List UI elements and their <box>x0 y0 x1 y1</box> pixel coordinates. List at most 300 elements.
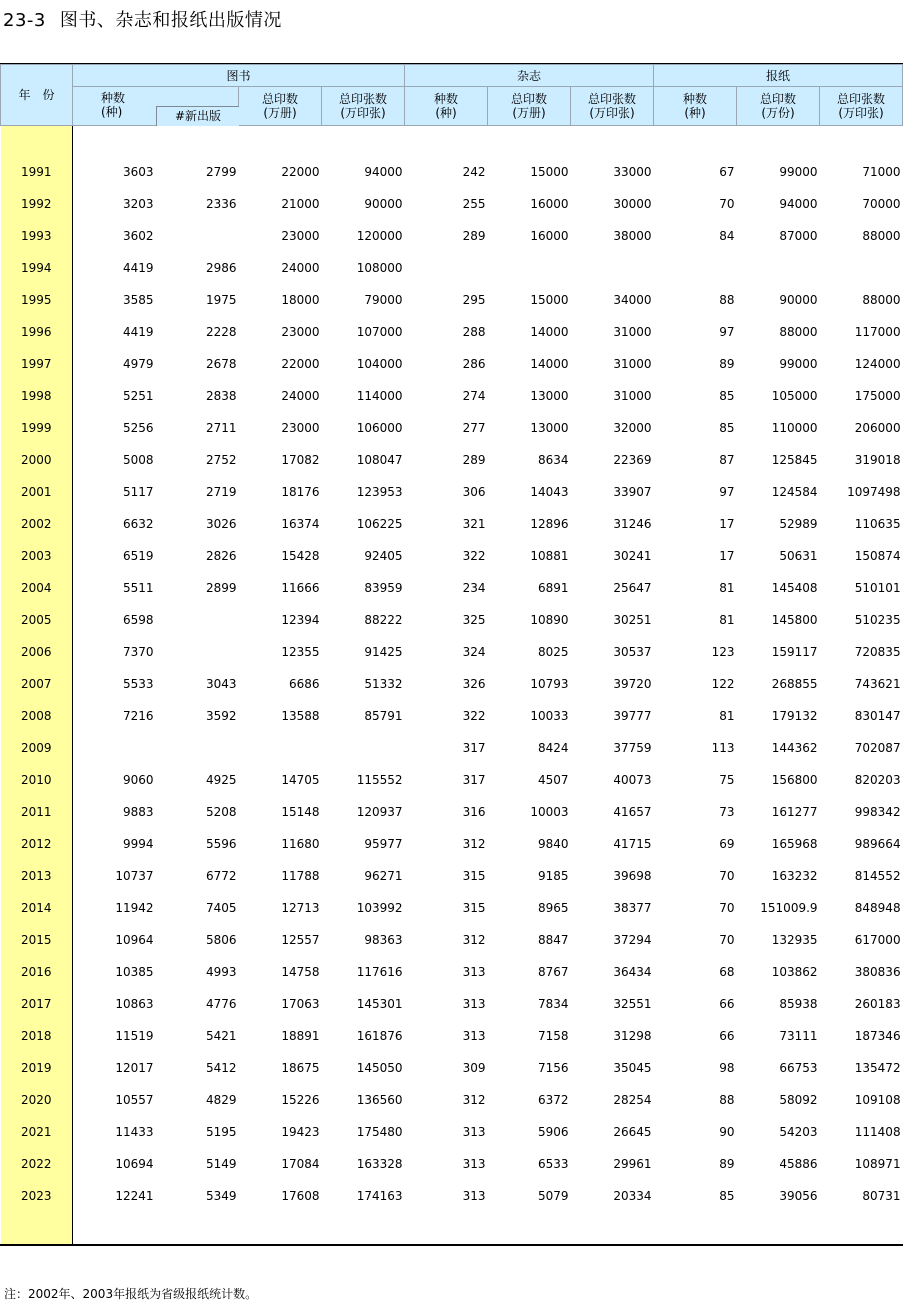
book-sheets-cell: 123953 <box>356 485 403 499</box>
newspaper-copies-cell: 52989 <box>779 517 818 531</box>
year-cell: 1998 <box>1 380 73 412</box>
book-new-cell: 4829 <box>205 1093 237 1107</box>
magazine-sheets-cell: 28254 <box>613 1093 652 1107</box>
book-kinds-cell: 9883 <box>122 805 154 819</box>
magazine-kinds-cell: 325 <box>462 613 486 627</box>
table-header <box>1 65 903 126</box>
table-row <box>1 1084 903 1116</box>
table-row <box>1 476 903 508</box>
book-new-cell: 5195 <box>205 1125 237 1139</box>
magazine-copies-cell: 10003 <box>530 805 569 819</box>
book-sheets-cell: 114000 <box>356 389 403 403</box>
newspaper-kinds-cell: 75 <box>719 773 735 787</box>
year-cell: 2006 <box>1 636 73 668</box>
year-cell: 2010 <box>1 764 73 796</box>
year-cell: 2000 <box>1 444 73 476</box>
magazine-copies-cell: 8634 <box>537 453 569 467</box>
book-kinds-cell: 5256 <box>122 421 154 435</box>
newspaper-sheets-cell: 1097498 <box>847 485 901 499</box>
magazine-kinds-cell: 312 <box>462 1093 486 1107</box>
year-cell: 2008 <box>1 700 73 732</box>
magazine-copies-cell: 14000 <box>530 357 569 371</box>
newspaper-copies-cell: 90000 <box>779 293 818 307</box>
book-copies-cell: 18176 <box>281 485 320 499</box>
newspaper-kinds-cell: 73 <box>719 805 735 819</box>
magazine-copies-cell: 8767 <box>537 965 569 979</box>
newspaper-sheets-cell: 71000 <box>862 165 901 179</box>
book-sheets-cell: 115552 <box>356 773 403 787</box>
book-kinds-cell: 5511 <box>122 581 154 595</box>
newspaper-copies-cell: 94000 <box>779 197 818 211</box>
book-new-cell: 2752 <box>205 453 237 467</box>
magazine-sheets-cell: 32000 <box>613 421 652 435</box>
book-sheets-cell: 88222 <box>364 613 403 627</box>
book-new-cell: 6772 <box>205 869 237 883</box>
newspaper-kinds-cell: 17 <box>719 549 735 563</box>
newspaper-kinds-cell: 66 <box>719 997 735 1011</box>
magazine-copies-cell: 10033 <box>530 709 569 723</box>
book-sheets-header: 总印张数 (万印张) <box>322 87 405 126</box>
book-copies-cell: 16374 <box>281 517 320 531</box>
magazine-kinds-cell: 313 <box>462 1125 486 1139</box>
book-new-cell: 5806 <box>205 933 237 947</box>
book-new-cell: 2336 <box>205 197 237 211</box>
newspaper-copies-cell: 151009.9 <box>760 901 818 915</box>
newspaper-copies-cell: 163232 <box>771 869 818 883</box>
year-cell: 1991 <box>1 156 73 188</box>
newspaper-kinds-cell: 90 <box>719 1125 735 1139</box>
magazine-copies-cell: 15000 <box>530 293 569 307</box>
magazine-kinds-cell: 255 <box>462 197 486 211</box>
newspaper-copies-cell: 105000 <box>771 389 818 403</box>
book-kinds-cell: 3585 <box>122 293 154 307</box>
newspaper-sheets-header: 总印张数 (万印张) <box>820 87 903 126</box>
magazine-copies-cell: 5079 <box>537 1189 569 1203</box>
magazine-copies-cell: 16000 <box>530 229 569 243</box>
newspaper-copies-cell: 124584 <box>771 485 818 499</box>
book-copies-cell: 12394 <box>281 613 320 627</box>
magazine-sheets-cell: 38377 <box>613 901 652 915</box>
magazine-sheets-cell: 39698 <box>613 869 652 883</box>
table-row <box>1 380 903 412</box>
newspaper-sheets-cell: 110635 <box>854 517 901 531</box>
table-row <box>1 668 903 700</box>
newspaper-copies-cell: 161277 <box>771 805 818 819</box>
book-sheets-cell: 85791 <box>364 709 403 723</box>
book-kinds-cell: 4419 <box>122 325 154 339</box>
table-title-text: 图书、杂志和报纸出版情况 <box>59 10 282 31</box>
spacer-row <box>1 1212 903 1246</box>
year-cell: 2003 <box>1 540 73 572</box>
book-kinds-cell: 3603 <box>122 165 154 179</box>
year-cell: 2012 <box>1 828 73 860</box>
year-cell: 1993 <box>1 220 73 252</box>
newspaper-copies-cell: 145800 <box>771 613 818 627</box>
magazine-copies-cell: 14000 <box>530 325 569 339</box>
newspaper-kinds-cell: 89 <box>719 357 735 371</box>
magazine-sheets-cell: 41657 <box>613 805 652 819</box>
book-sheets-cell: 145301 <box>356 997 403 1011</box>
book-copies-cell: 11666 <box>281 581 320 595</box>
data-table-wrapper <box>0 64 903 1246</box>
magazine-copies-cell: 9185 <box>537 869 569 883</box>
magazine-copies-header: 总印数 (万册) <box>488 87 571 126</box>
book-copies-cell: 24000 <box>281 389 320 403</box>
table-row <box>1 284 903 316</box>
book-new-cell: 3043 <box>205 677 237 691</box>
magazine-kinds-cell: 317 <box>462 741 486 755</box>
newspaper-sheets-cell: 88000 <box>862 293 901 307</box>
year-cell: 2001 <box>1 476 73 508</box>
newspaper-copies-cell: 159117 <box>771 645 818 659</box>
newspaper-kinds-cell: 81 <box>719 613 735 627</box>
newspaper-kinds-cell: 17 <box>719 517 735 531</box>
magazine-sheets-cell: 39777 <box>613 709 652 723</box>
book-new-cell: 3026 <box>205 517 237 531</box>
book-sheets-cell: 103992 <box>356 901 403 915</box>
magazine-sheets-cell: 30537 <box>613 645 652 659</box>
book-new-cell <box>156 220 239 252</box>
newspaper-copies-cell: 54203 <box>779 1125 818 1139</box>
newspaper-kinds-cell: 98 <box>719 1061 735 1075</box>
table-number: 23-3 <box>3 10 46 31</box>
book-sheets-cell: 83959 <box>364 581 403 595</box>
newspaper-sheets-cell: 150874 <box>854 549 901 563</box>
table-row <box>1 1180 903 1212</box>
newspaper-sheets-cell: 720835 <box>854 645 901 659</box>
book-kinds-cell: 10964 <box>115 933 154 947</box>
year-cell: 2004 <box>1 572 73 604</box>
table-row <box>1 956 903 988</box>
magazine-copies-cell: 4507 <box>537 773 569 787</box>
year-cell: 2011 <box>1 796 73 828</box>
magazine-kinds-cell: 242 <box>462 165 486 179</box>
table-row <box>1 508 903 540</box>
book-copies-cell: 19423 <box>281 1125 320 1139</box>
newspaper-kinds-cell: 88 <box>719 293 735 307</box>
newspaper-kinds-cell: 81 <box>719 581 735 595</box>
magazine-copies-cell: 16000 <box>530 197 569 211</box>
newspaper-sheets-cell: 814552 <box>854 869 901 883</box>
magazine-kinds-cell: 277 <box>462 421 486 435</box>
magazine-kinds-cell: 234 <box>462 581 486 595</box>
magazine-sheets-cell: 41715 <box>613 837 652 851</box>
year-cell: 1994 <box>1 252 73 284</box>
book-copies-cell: 17084 <box>281 1157 320 1171</box>
magazine-sheets-cell: 31246 <box>613 517 652 531</box>
newspaper-sheets-cell: 111408 <box>854 1125 901 1139</box>
book-sheets-cell: 163328 <box>356 1157 403 1171</box>
magazine-kinds-cell: 322 <box>462 549 486 563</box>
magazine-kinds-cell: 317 <box>462 773 486 787</box>
newspaper-sheets-cell: 108971 <box>854 1157 901 1171</box>
table-row <box>1 540 903 572</box>
book-copies-cell: 24000 <box>281 261 320 275</box>
book-new-cell: 2826 <box>205 549 237 563</box>
book-copies-cell: 23000 <box>281 421 320 435</box>
book-new-cell <box>156 732 239 764</box>
newspaper-copies-cell: 268855 <box>771 677 818 691</box>
newspaper-copies-cell: 179132 <box>771 709 818 723</box>
book-copies-cell: 11680 <box>281 837 320 851</box>
newspaper-copies-cell: 45886 <box>779 1157 818 1171</box>
book-sheets-cell <box>322 732 405 764</box>
year-cell: 2023 <box>1 1180 73 1212</box>
book-copies-cell: 15226 <box>281 1093 320 1107</box>
newspaper-sheets-cell: 319018 <box>854 453 901 467</box>
book-sheets-cell: 120937 <box>356 805 403 819</box>
magazine-kinds-cell: 315 <box>462 869 486 883</box>
newspaper-sheets-cell: 830147 <box>854 709 901 723</box>
magazine-sheets-cell: 37294 <box>613 933 652 947</box>
year-cell: 2016 <box>1 956 73 988</box>
newspaper-kinds-cell: 85 <box>719 421 735 435</box>
bottom-rule <box>0 1244 903 1246</box>
magazine-sheets-cell: 22369 <box>613 453 652 467</box>
newspaper-sheets-cell: 88000 <box>862 229 901 243</box>
newspaper-copies-cell <box>737 252 820 284</box>
magazine-copies-cell: 10793 <box>530 677 569 691</box>
newspaper-sheets-cell: 998342 <box>854 805 901 819</box>
book-sheets-cell: 161876 <box>356 1029 403 1043</box>
book-kinds-cell: 3602 <box>122 229 154 243</box>
newspaper-copies-cell: 144362 <box>771 741 818 755</box>
book-kinds-cell: 9060 <box>122 773 154 787</box>
book-kinds-cell: 10737 <box>115 869 154 883</box>
magazine-copies-cell: 8025 <box>537 645 569 659</box>
book-kinds-header <box>73 87 239 126</box>
magazine-kinds-cell: 295 <box>462 293 486 307</box>
book-new-cell <box>156 604 239 636</box>
newspaper-kinds-cell: 70 <box>719 933 735 947</box>
table-row <box>1 1052 903 1084</box>
year-cell-empty <box>1 126 73 157</box>
year-cell: 2015 <box>1 924 73 956</box>
year-cell: 2020 <box>1 1084 73 1116</box>
book-sheets-cell: 98363 <box>364 933 403 947</box>
book-kinds-cell: 4979 <box>122 357 154 371</box>
book-sheets-cell: 175480 <box>356 1125 403 1139</box>
magazine-kinds-cell: 289 <box>462 453 486 467</box>
book-new-cell: 2899 <box>205 581 237 595</box>
magazine-copies-cell: 8424 <box>537 741 569 755</box>
year-cell-empty <box>1 1212 73 1246</box>
book-new-cell: 2228 <box>205 325 237 339</box>
newspaper-sheets-cell: 617000 <box>854 933 901 947</box>
book-new-cell: 2799 <box>205 165 237 179</box>
publication-table <box>0 64 903 1246</box>
book-kinds-cell: 7216 <box>122 709 154 723</box>
magazine-copies-cell: 6891 <box>537 581 569 595</box>
book-copies-cell: 18675 <box>281 1061 320 1075</box>
spacer-cell <box>73 126 903 157</box>
book-copies-cell: 23000 <box>281 325 320 339</box>
book-kinds-cell: 10557 <box>115 1093 154 1107</box>
newspaper-copies-cell: 73111 <box>779 1029 818 1043</box>
book-kinds-cell: 6598 <box>122 613 154 627</box>
book-kinds-cell: 10863 <box>115 997 154 1011</box>
newspaper-copies-cell: 88000 <box>779 325 818 339</box>
magazine-sheets-cell: 25647 <box>613 581 652 595</box>
newspaper-kinds-cell: 122 <box>711 677 735 691</box>
book-copies-cell: 21000 <box>281 197 320 211</box>
newspaper-copies-cell: 99000 <box>779 357 818 371</box>
book-sheets-cell: 94000 <box>364 165 403 179</box>
year-cell: 1997 <box>1 348 73 380</box>
magazine-kinds-cell: 289 <box>462 229 486 243</box>
book-new-cell: 5149 <box>205 1157 237 1171</box>
spacer-row <box>1 126 903 157</box>
book-kinds-cell: 11942 <box>115 901 154 915</box>
book-new-cell: 2986 <box>205 261 237 275</box>
year-cell: 2009 <box>1 732 73 764</box>
book-sheets-cell: 107000 <box>356 325 403 339</box>
newspaper-kinds-cell: 113 <box>711 741 735 755</box>
newspaper-kinds-cell <box>654 252 737 284</box>
newspaper-kinds-cell: 81 <box>719 709 735 723</box>
spacer-cell <box>73 1212 903 1246</box>
book-copies-cell: 13588 <box>281 709 320 723</box>
footnote: 注：2002年、2003年报纸为省级报纸统计数。 <box>4 1287 258 1301</box>
magazine-sheets-cell: 29961 <box>613 1157 652 1171</box>
book-new-cell: 2719 <box>205 485 237 499</box>
magazine-copies-cell: 13000 <box>530 421 569 435</box>
group-header-newspapers: 报纸 <box>654 65 903 87</box>
newspaper-copies-cell: 156800 <box>771 773 818 787</box>
magazine-copies-cell: 7158 <box>537 1029 569 1043</box>
magazine-kinds-cell: 315 <box>462 901 486 915</box>
newspaper-kinds-cell: 123 <box>711 645 735 659</box>
book-kinds-cell: 10694 <box>115 1157 154 1171</box>
table-row <box>1 348 903 380</box>
magazine-sheets-cell: 32551 <box>613 997 652 1011</box>
table-row <box>1 828 903 860</box>
newspaper-copies-cell: 87000 <box>779 229 818 243</box>
magazine-copies-cell <box>488 252 571 284</box>
book-new-cell: 2838 <box>205 389 237 403</box>
magazine-sheets-cell: 35045 <box>613 1061 652 1075</box>
magazine-sheets-header: 总印张数 (万印张) <box>571 87 654 126</box>
magazine-kinds-cell: 321 <box>462 517 486 531</box>
book-sheets-cell: 79000 <box>364 293 403 307</box>
table-row <box>1 572 903 604</box>
table-row <box>1 732 903 764</box>
year-cell: 2021 <box>1 1116 73 1148</box>
year-cell: 1996 <box>1 316 73 348</box>
year-cell: 2007 <box>1 668 73 700</box>
magazine-kinds-cell: 312 <box>462 837 486 851</box>
newspaper-kinds-cell: 85 <box>719 389 735 403</box>
magazine-copies-cell: 10890 <box>530 613 569 627</box>
magazine-copies-cell: 12896 <box>530 517 569 531</box>
book-copies-cell: 14705 <box>281 773 320 787</box>
table-row <box>1 220 903 252</box>
magazine-sheets-cell: 31000 <box>613 389 652 403</box>
newspaper-sheets-cell: 187346 <box>854 1029 901 1043</box>
book-new-cell: 1975 <box>205 293 237 307</box>
book-new-cell: 4925 <box>205 773 237 787</box>
newspaper-sheets-cell: 989664 <box>854 837 901 851</box>
book-new-cell: 5349 <box>205 1189 237 1203</box>
newspaper-copies-cell: 58092 <box>779 1093 818 1107</box>
newspaper-kinds-cell: 84 <box>719 229 735 243</box>
magazine-sheets-cell: 30241 <box>613 549 652 563</box>
book-new-cell: 5596 <box>205 837 237 851</box>
book-copies-cell: 17082 <box>281 453 320 467</box>
newspaper-copies-cell: 99000 <box>779 165 818 179</box>
year-cell: 2019 <box>1 1052 73 1084</box>
magazine-sheets-cell: 31000 <box>613 325 652 339</box>
book-sheets-cell: 106225 <box>356 517 403 531</box>
magazine-copies-cell: 8965 <box>537 901 569 915</box>
magazine-sheets-cell: 30251 <box>613 613 652 627</box>
newspaper-sheets-cell: 70000 <box>862 197 901 211</box>
magazine-copies-cell: 7156 <box>537 1061 569 1075</box>
magazine-sheets-cell: 31298 <box>613 1029 652 1043</box>
newspaper-kinds-cell: 89 <box>719 1157 735 1171</box>
newspaper-sheets-cell: 380836 <box>854 965 901 979</box>
magazine-kinds-cell: 306 <box>462 485 486 499</box>
book-kinds-label: 种数 (种) <box>101 91 126 119</box>
magazine-kinds-cell: 313 <box>462 1157 486 1171</box>
book-sheets-cell: 174163 <box>356 1189 403 1203</box>
magazine-copies-cell: 6372 <box>537 1093 569 1107</box>
book-copies-cell: 22000 <box>281 357 320 371</box>
book-copies-cell: 11788 <box>281 869 320 883</box>
book-copies-cell: 15148 <box>281 805 320 819</box>
magazine-copies-cell: 15000 <box>530 165 569 179</box>
magazine-sheets-cell: 30000 <box>613 197 652 211</box>
magazine-kinds-cell: 326 <box>462 677 486 691</box>
book-sheets-cell: 90000 <box>364 197 403 211</box>
newspaper-sheets-cell: 135472 <box>854 1061 901 1075</box>
newspaper-copies-cell: 125845 <box>771 453 818 467</box>
table-row <box>1 1116 903 1148</box>
table-title <box>3 6 282 32</box>
book-kinds-cell: 6519 <box>122 549 154 563</box>
magazine-kinds-header: 种数 (种) <box>405 87 488 126</box>
book-kinds-cell: 9994 <box>122 837 154 851</box>
magazine-kinds-cell: 274 <box>462 389 486 403</box>
table-row <box>1 636 903 668</box>
table-row <box>1 252 903 284</box>
book-sheets-cell: 145050 <box>356 1061 403 1075</box>
book-new-cell: 3592 <box>205 709 237 723</box>
book-kinds-cell: 3203 <box>122 197 154 211</box>
magazine-sheets-cell: 20334 <box>613 1189 652 1203</box>
table-row <box>1 700 903 732</box>
magazine-kinds-cell: 313 <box>462 997 486 1011</box>
table-row <box>1 924 903 956</box>
book-sheets-cell: 92405 <box>364 549 403 563</box>
magazine-copies-cell: 9840 <box>537 837 569 851</box>
newspaper-copies-cell: 165968 <box>771 837 818 851</box>
book-copies-cell: 6686 <box>288 677 320 691</box>
table-row <box>1 1148 903 1180</box>
magazine-copies-cell: 10881 <box>530 549 569 563</box>
book-new-cell: 5208 <box>205 805 237 819</box>
magazine-kinds-cell: 312 <box>462 933 486 947</box>
book-kinds-cell: 12017 <box>115 1061 154 1075</box>
magazine-sheets-cell: 40073 <box>613 773 652 787</box>
newspaper-kinds-cell: 97 <box>719 325 735 339</box>
newspaper-sheets-cell: 109108 <box>854 1093 901 1107</box>
year-cell: 2017 <box>1 988 73 1020</box>
table-row <box>1 444 903 476</box>
newspaper-sheets-cell: 117000 <box>854 325 901 339</box>
newspaper-sheets-cell: 260183 <box>854 997 901 1011</box>
book-sheets-cell: 117616 <box>356 965 403 979</box>
